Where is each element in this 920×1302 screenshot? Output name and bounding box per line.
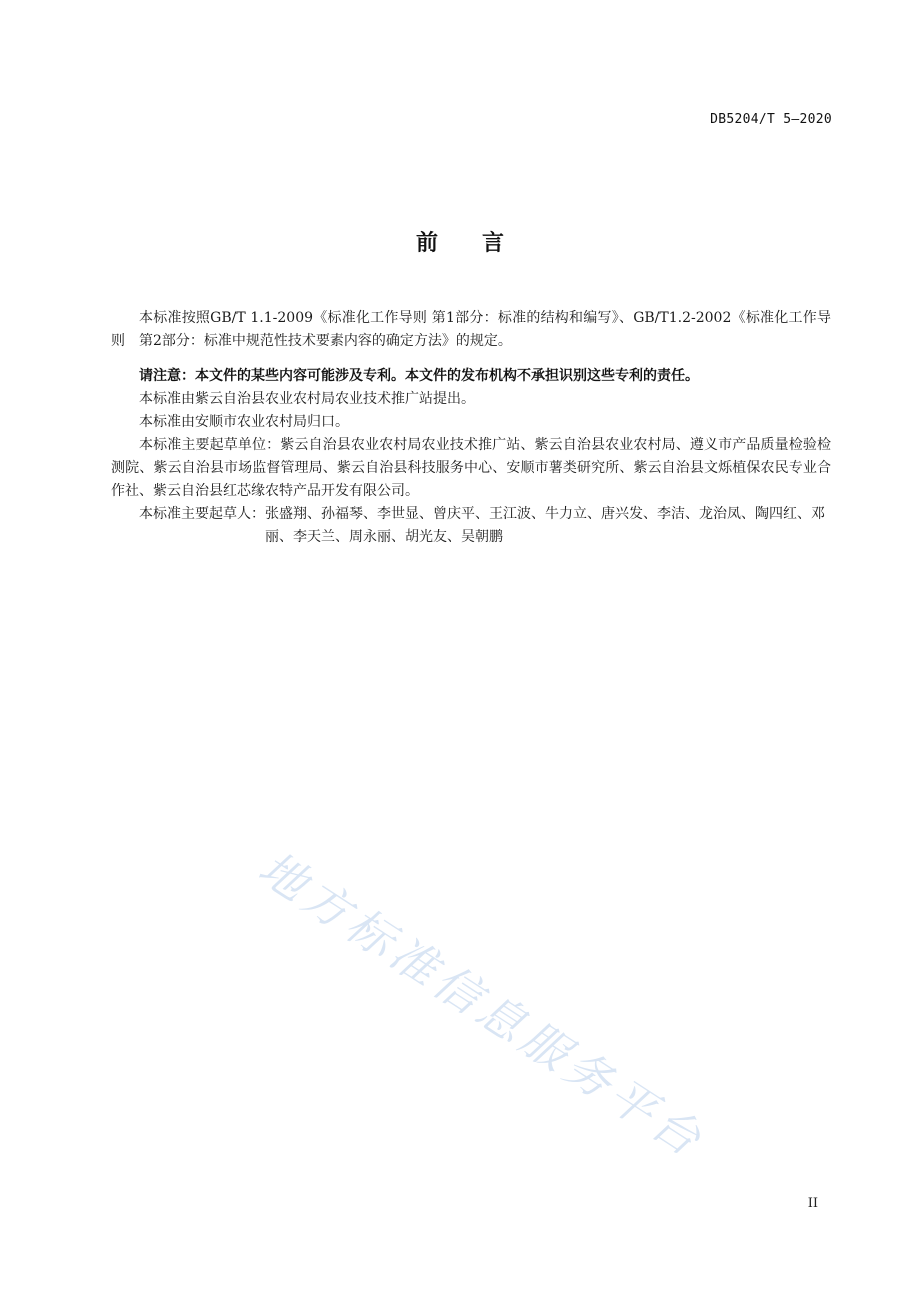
watermark-text: 地方标准信息服务平台 xyxy=(249,840,715,1169)
administrator-paragraph: 本标准由安顺市农业农村局归口。 xyxy=(139,414,349,430)
proposer-paragraph: 本标准由紫云自治县农业农村局农业技术推广站提出。 xyxy=(139,391,475,407)
foreword-content xyxy=(111,307,831,549)
patent-notice: 请注意：本文件的某些内容可能涉及专利。本文件的发布机构不承担识别这些专利的责任。 xyxy=(139,368,699,384)
page-title: 前言 xyxy=(415,231,548,256)
drafting-units-paragraph: 本标准主要起草单位：紫云自治县农业农村局农业技术推广站、紫云自治县农业农村局、遵义市产品质量检验检测院、紫云自治县市场监督管理局、紫云自治县科技服务中心、安顺市薯类研究所、紫云自治县文烁植保农民专业合作社、紫云自治县红芯缘农特产品开发有限公司。 xyxy=(111,437,831,499)
drafters-label: 本标准主要起草人： xyxy=(139,506,265,522)
document-code: DB5204/T 5—2020 xyxy=(710,112,832,127)
standard-basis-paragraph: 本标准按照GB/T 1.1-2009《标准化工作导则 第1部分：标准的结构和编写》、GB/T1.2-2002《标准化工作导则 第2部分：标准中规范性技术要素内容的确定方法》的规定。 xyxy=(111,310,831,349)
drafters-paragraph xyxy=(111,503,831,549)
page-number: II xyxy=(807,1196,818,1211)
drafters-names: 张盛翔、孙福琴、李世显、曾庆平、王江波、牛力立、唐兴发、李洁、龙治凤、陶四红、邓丽、李天兰、周永丽、胡光友、吴朝鹏 xyxy=(265,506,825,545)
